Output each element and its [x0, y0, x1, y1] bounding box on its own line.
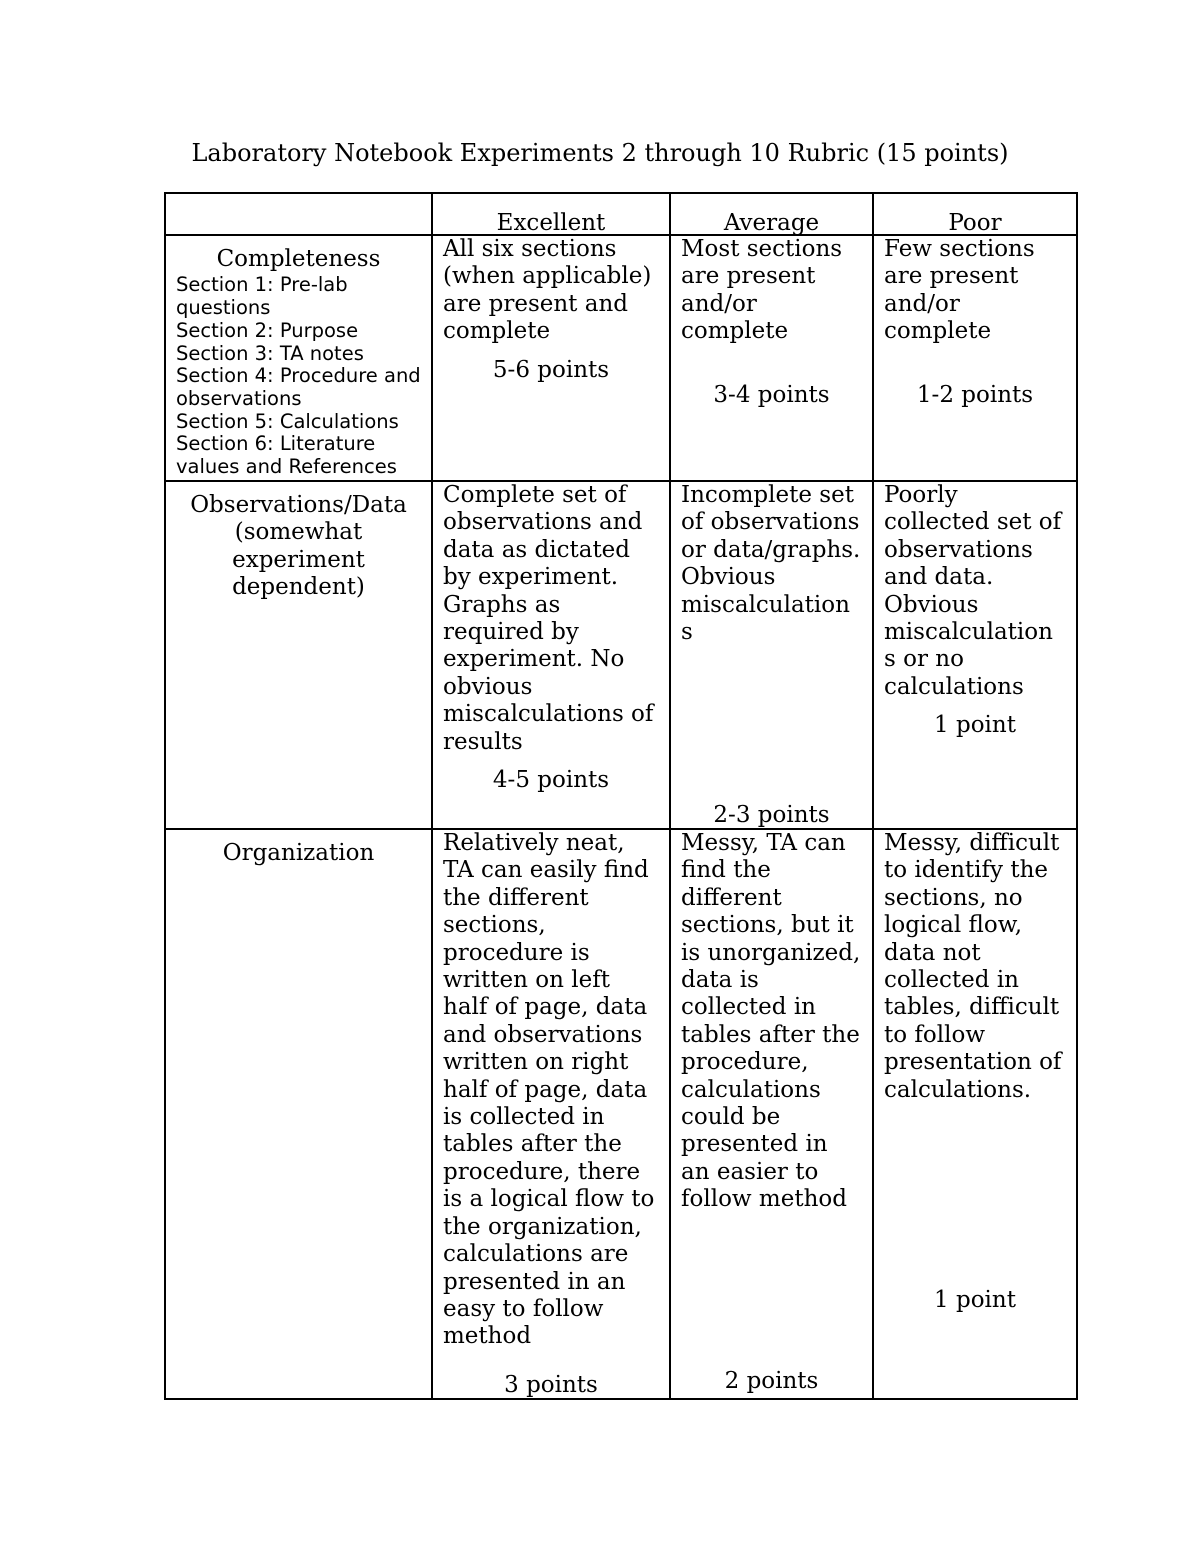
average-description: Incomplete set of observations or data/graphs. Obvious miscalculation s	[681, 482, 861, 646]
page-title: Laboratory Notebook Experiments 2 through 10 Rubric (15 points)	[191, 139, 1009, 167]
excellent-points: 5-6 points	[492, 356, 610, 383]
criterion-name: Organization	[222, 840, 375, 866]
excellent-description: All six sections (when applicable) are present and complete	[443, 236, 652, 345]
criterion-cell	[165, 829, 432, 1399]
subsection-item: Section 1: Pre-lab questions	[176, 273, 348, 320]
excellent-points: 4-5 points	[492, 767, 610, 794]
excellent-cell	[432, 235, 670, 481]
poor-points: 1 point	[934, 1286, 1016, 1313]
table-header-row	[165, 193, 1077, 235]
criterion-name: Observations/Data (somewhat experiment dependent)	[190, 492, 407, 601]
criterion-cell	[165, 481, 432, 829]
header-cell-criteria	[165, 193, 432, 235]
average-description: Messy, TA can find the different sections, but it is unorganized, data is collected in tables after the procedure, calculations could be presented in an easier to follow method	[681, 830, 861, 1213]
excellent-description: Complete set of observations and data as dictated by experiment. Graphs as required by experiment. No obvious miscalculations of results	[443, 482, 654, 755]
criterion-name: Completeness	[216, 246, 381, 272]
criterion-cell	[165, 235, 432, 481]
subsection-item: Section 5: Calculations	[176, 409, 399, 433]
excellent-cell	[432, 481, 670, 829]
average-cell	[670, 235, 873, 481]
poor-description: Poorly collected set of observations and data. Obvious miscalculation s or no calculations	[884, 482, 1062, 700]
poor-cell	[873, 235, 1077, 481]
poor-points: 1 point	[934, 712, 1016, 739]
subsection-item: Section 3: TA notes	[176, 341, 364, 365]
poor-description: Few sections are present and/or complete	[884, 236, 1035, 345]
average-cell	[670, 829, 873, 1399]
table-row	[165, 829, 1077, 1399]
subsection-item: Section 2: Purpose	[176, 318, 359, 342]
average-description: Most sections are present and/or complete	[681, 236, 843, 345]
subsection-item: Section 6: Literature values and References	[176, 432, 397, 479]
average-points: 2 points	[724, 1367, 819, 1394]
average-points: 3-4 points	[713, 381, 830, 408]
header-cell-average: Average	[670, 193, 873, 235]
average-points: 2-3 points	[713, 801, 830, 828]
subsection-item: Section 4: Procedure and observations	[176, 364, 421, 410]
poor-cell	[873, 481, 1077, 829]
header-cell-excellent: Excellent	[432, 193, 670, 235]
excellent-cell	[432, 829, 670, 1399]
criterion-subsections	[176, 274, 421, 478]
excellent-points: 3 points	[504, 1371, 598, 1398]
table-row	[165, 481, 1077, 829]
average-cell	[670, 481, 873, 829]
table-row	[165, 235, 1077, 481]
poor-cell	[873, 829, 1077, 1399]
poor-points: 1-2 points	[916, 381, 1034, 408]
header-cell-poor: Poor	[873, 193, 1077, 235]
excellent-description: Relatively neat, TA can easily find the different sections, procedure is written on left half of page, data and observations written on right half of page, data is collected in tables after the procedure, there is a logical flow to the organization, calculations are presented in an easy to follow method	[443, 830, 655, 1350]
poor-description: Messy, difficult to identify the sections, no logical flow, data not collected in tables, difficult to follow presentation of calculations.	[884, 830, 1062, 1103]
rubric-table	[164, 192, 1078, 1400]
